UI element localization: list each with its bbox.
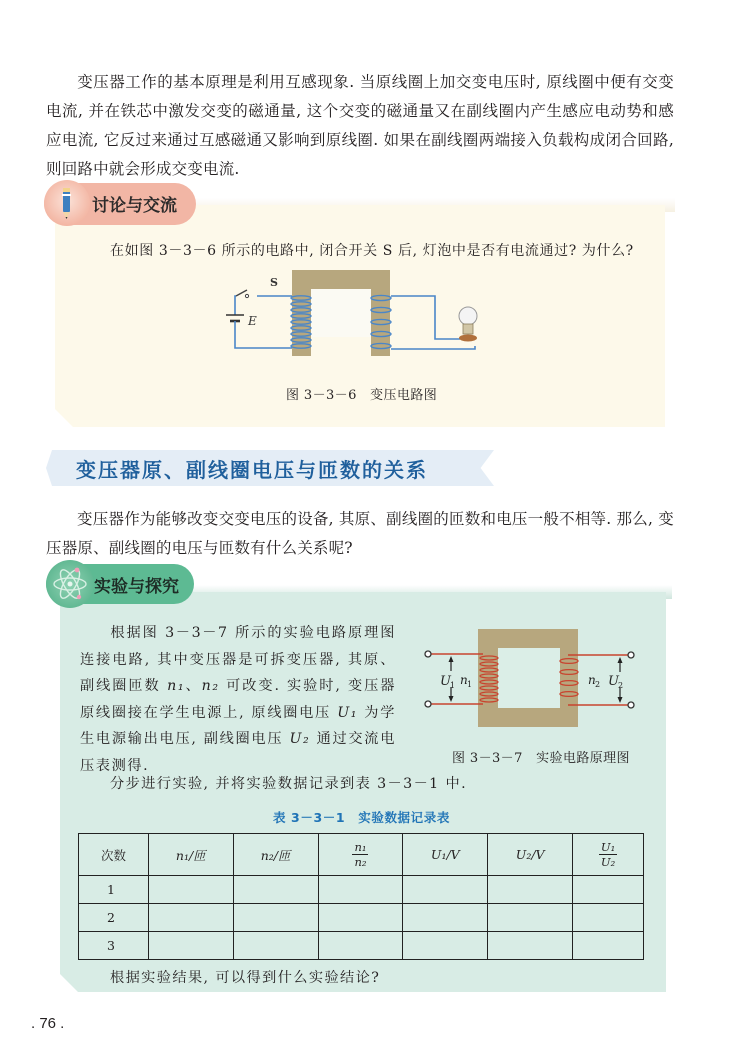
table-header-row <box>79 834 644 876</box>
figure-3-3-6-caption: 图 3－3－6 变压电路图 <box>286 388 438 403</box>
svg-text:2: 2 <box>618 681 624 690</box>
table-row: 1 <box>79 876 644 904</box>
svg-text:E: E <box>248 314 257 328</box>
experiment-badge-label: 实验与探究 <box>94 577 179 597</box>
svg-text:1: 1 <box>467 680 473 689</box>
experiment-circuit-figure <box>418 625 648 735</box>
header-count: 次数 <box>79 834 149 876</box>
pencil-icon <box>44 180 90 226</box>
data-record-table <box>78 833 644 960</box>
atom-icon <box>46 560 94 608</box>
figure-3-3-7-caption: 图 3－3－7 实验电路原理图 <box>452 751 630 766</box>
page-number: . 76 . <box>31 1015 65 1032</box>
svg-text:n: n <box>460 673 468 687</box>
experiment-step-text: 分步进行实验, 并将实验数据记录到表 3－3－1 中. <box>110 776 467 792</box>
section-title: 变压器原、副线圈电压与匝数的关系 <box>76 458 428 482</box>
svg-text:n: n <box>588 673 596 687</box>
discussion-badge-label: 讨论与交流 <box>92 196 177 216</box>
table-caption: 表 3－3－1 实验数据记录表 <box>273 810 450 825</box>
section-paragraph <box>46 505 674 563</box>
transformer-circuit-figure <box>225 268 485 368</box>
svg-text:S: S <box>270 276 278 289</box>
svg-text:U: U <box>608 674 619 689</box>
discussion-question: 在如图 3－3－6 所示的电路中, 闭合开关 S 后, 灯泡中是否有电流通过? 为什么? <box>110 243 634 259</box>
header-u1: U₁/V <box>403 834 488 876</box>
experiment-badge <box>46 564 194 604</box>
header-n-ratio: $\frac{\text{n₁}}{\text{n₂}}$ <box>318 834 403 876</box>
header-n1: n₁/匝 <box>148 834 233 876</box>
svg-text:U: U <box>440 674 451 689</box>
experiment-instructions: 根据图 3－3－7 所示的实验电路原理图连接电路, 其中变压器是可拆变压器, 其原、副线圈匝数 n₁、n₂ 可改变. 实验时, 变压器原线圈接在学生电源上, 原线圈电压 U₁ 为学生电源输出电压, 副线圈电压 U₂ 通过交流电压表测得. <box>80 625 396 774</box>
discussion-badge <box>44 183 196 225</box>
table-row: 3 <box>79 932 644 960</box>
header-u2: U₂/V <box>488 834 573 876</box>
intro-paragraph-text: 变压器工作的基本原理是利用互感现象. 当原线圈上加交变电压时, 原线圈中便有交变电流, 并在铁芯中激发交变的磁通量, 这个交变的磁通量又在副线圈内产生感应电动势和感应电流, 它反过来通过互感磁通又影响到原线圈. 如果在副线圈两端接入负载构成闭合回路, 则回路中就会形成交变电流. <box>46 73 674 178</box>
table-row: 2 <box>79 904 644 932</box>
intro-paragraph <box>46 68 674 184</box>
section-paragraph-text: 变压器作为能够改变交变电压的设备, 其原、副线圈的匝数和电压一般不相等. 那么, 变压器原、副线圈的电压与匝数有什么关系呢? <box>46 510 674 557</box>
header-n2: n₂/匝 <box>233 834 318 876</box>
svg-text:2: 2 <box>595 680 601 689</box>
conclusion-question: 根据实验结果, 可以得到什么实验结论? <box>110 970 381 986</box>
svg-text:1: 1 <box>450 681 456 690</box>
header-u-ratio: $\frac{\text{U₁}}{\text{U₂}}$ <box>573 834 644 876</box>
